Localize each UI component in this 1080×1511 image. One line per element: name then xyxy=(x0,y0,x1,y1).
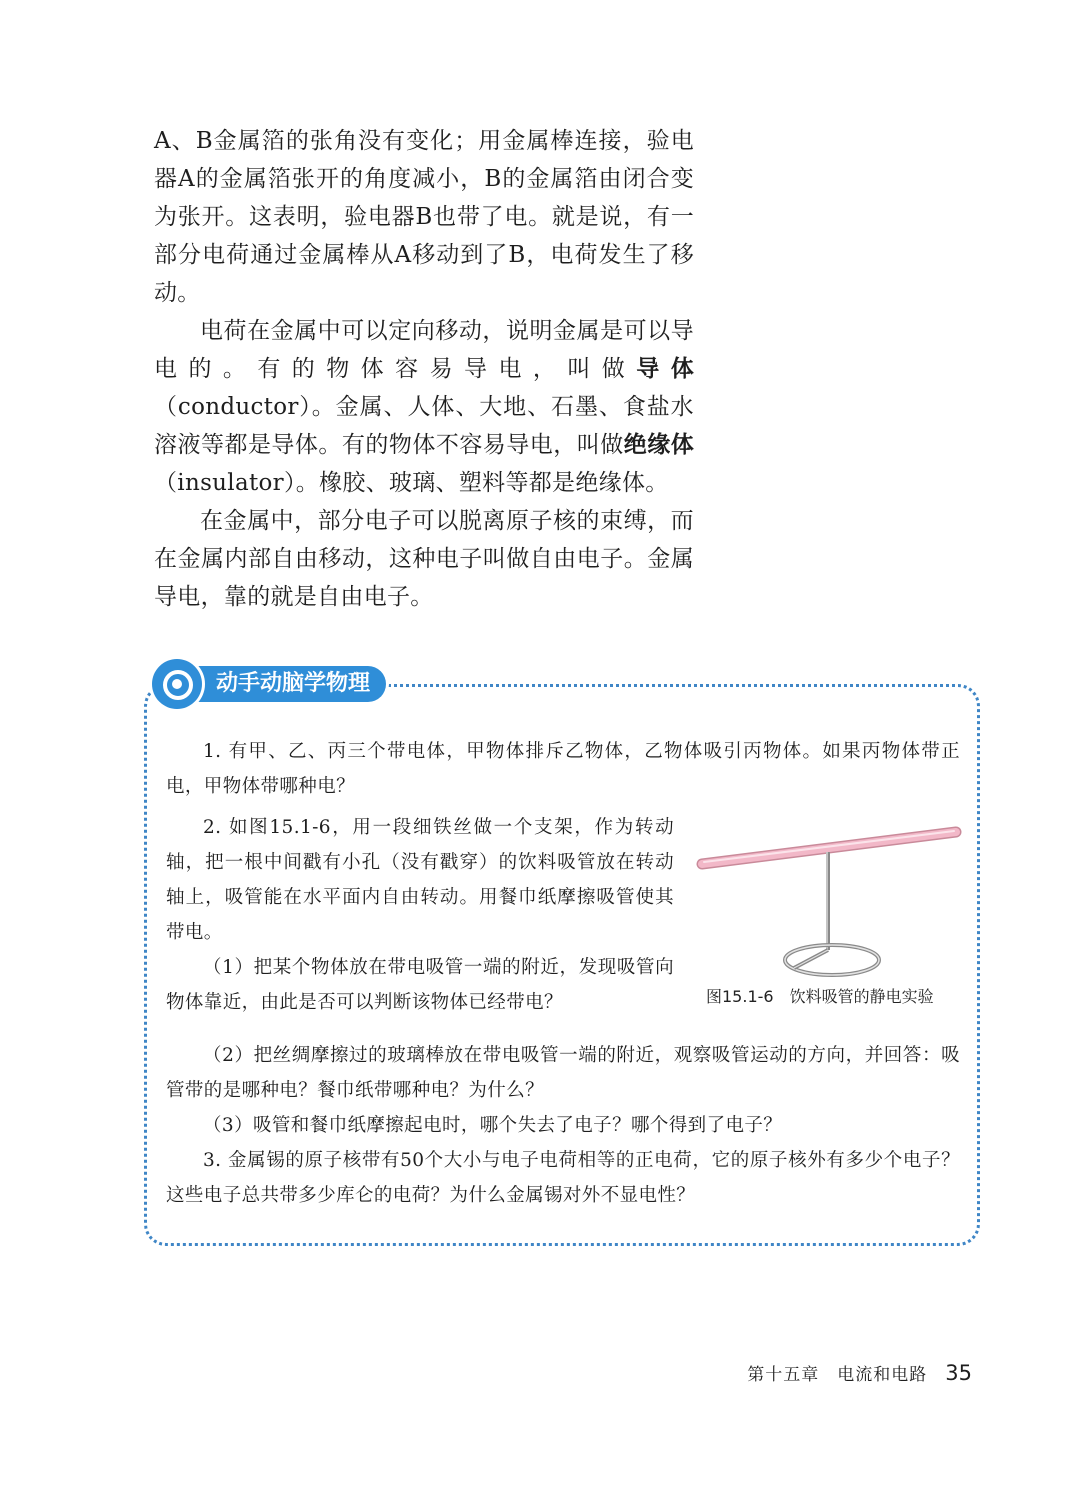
main-text xyxy=(154,122,694,616)
question-2-sub-1: （1）把某个物体放在带电吸管一端的附近，发现吸管向物体靠近，由此是否可以判断该物体已经带电？ xyxy=(166,957,674,1013)
term-insulator: 绝缘体 xyxy=(623,432,695,458)
paragraph-2-part-a: 电荷在金属中可以定向移动，说明金属是可以导电的。有的物体容易导电，叫做 xyxy=(154,318,694,382)
figure-caption: 图15.1-6 饮料吸管的静电实验 xyxy=(706,987,934,1006)
paragraph-2 xyxy=(154,312,694,502)
chapter-title: 第十五章 电流和电路 xyxy=(747,1365,928,1385)
activity-header xyxy=(152,656,386,712)
paragraph-3: 在金属中，部分电子可以脱离原子核的束缚，而在金属内部自由移动，这种电子叫做自由电子。金属导电，靠的就是自由电子。 xyxy=(154,508,694,610)
page-number: 35 xyxy=(945,1361,972,1385)
question-1: 1. 有甲、乙、丙三个带电体，甲物体排斥乙物体，乙物体吸引丙物体。如果丙物体带正电，甲物体带哪种电？ xyxy=(166,741,960,797)
target-icon xyxy=(152,659,202,709)
question-2-block xyxy=(166,810,674,1020)
question-2-continued-block xyxy=(166,1038,960,1213)
question-2-sub-2: （2）把丝绸摩擦过的玻璃棒放在带电吸管一端的附近，观察吸管运动的方向，并回答：吸管带的是哪种电？餐巾纸带哪种电？为什么？ xyxy=(166,1045,960,1101)
straw-stand-illustration xyxy=(694,822,970,992)
paragraph-2-part-c: （insulator）。橡胶、玻璃、塑料等都是绝缘体。 xyxy=(154,470,669,496)
page-footer xyxy=(747,1360,972,1385)
question-3: 3. 金属锡的原子核带有50个大小与电子电荷相等的正电荷，它的原子核外有多少个电子？这些电子总共带多少库仑的电荷？为什么金属锡对外不显电性？ xyxy=(166,1150,960,1206)
question-2-sub-3: （3）吸管和餐巾纸摩擦起电时，哪个失去了电子？哪个得到了电子？ xyxy=(203,1115,783,1136)
paragraph-2-part-b: （conductor）。金属、人体、大地、石墨、食盐水溶液等都是导体。有的物体不容易导电，叫做 xyxy=(154,394,694,458)
term-conductor: 导体 xyxy=(636,356,694,382)
activity-title: 动手动脑学物理 xyxy=(186,666,386,702)
paragraph-1: A、B金属箔的张角没有变化；用金属棒连接，验电器A的金属箔张开的角度减小，B的金属箔由闭合变为张开。这表明，验电器B也带了电。就是说，有一部分电荷通过金属棒从A移动到了B，电荷发生了移动。 xyxy=(154,128,694,306)
question-2: 2. 如图15.1-6，用一段细铁丝做一个支架，作为转动轴，把一根中间戳有小孔（没有戳穿）的饮料吸管放在转动轴上，吸管能在水平面内自由转动。用餐巾纸摩擦吸管使其带电。 xyxy=(166,817,674,943)
question-1-block xyxy=(166,734,960,804)
